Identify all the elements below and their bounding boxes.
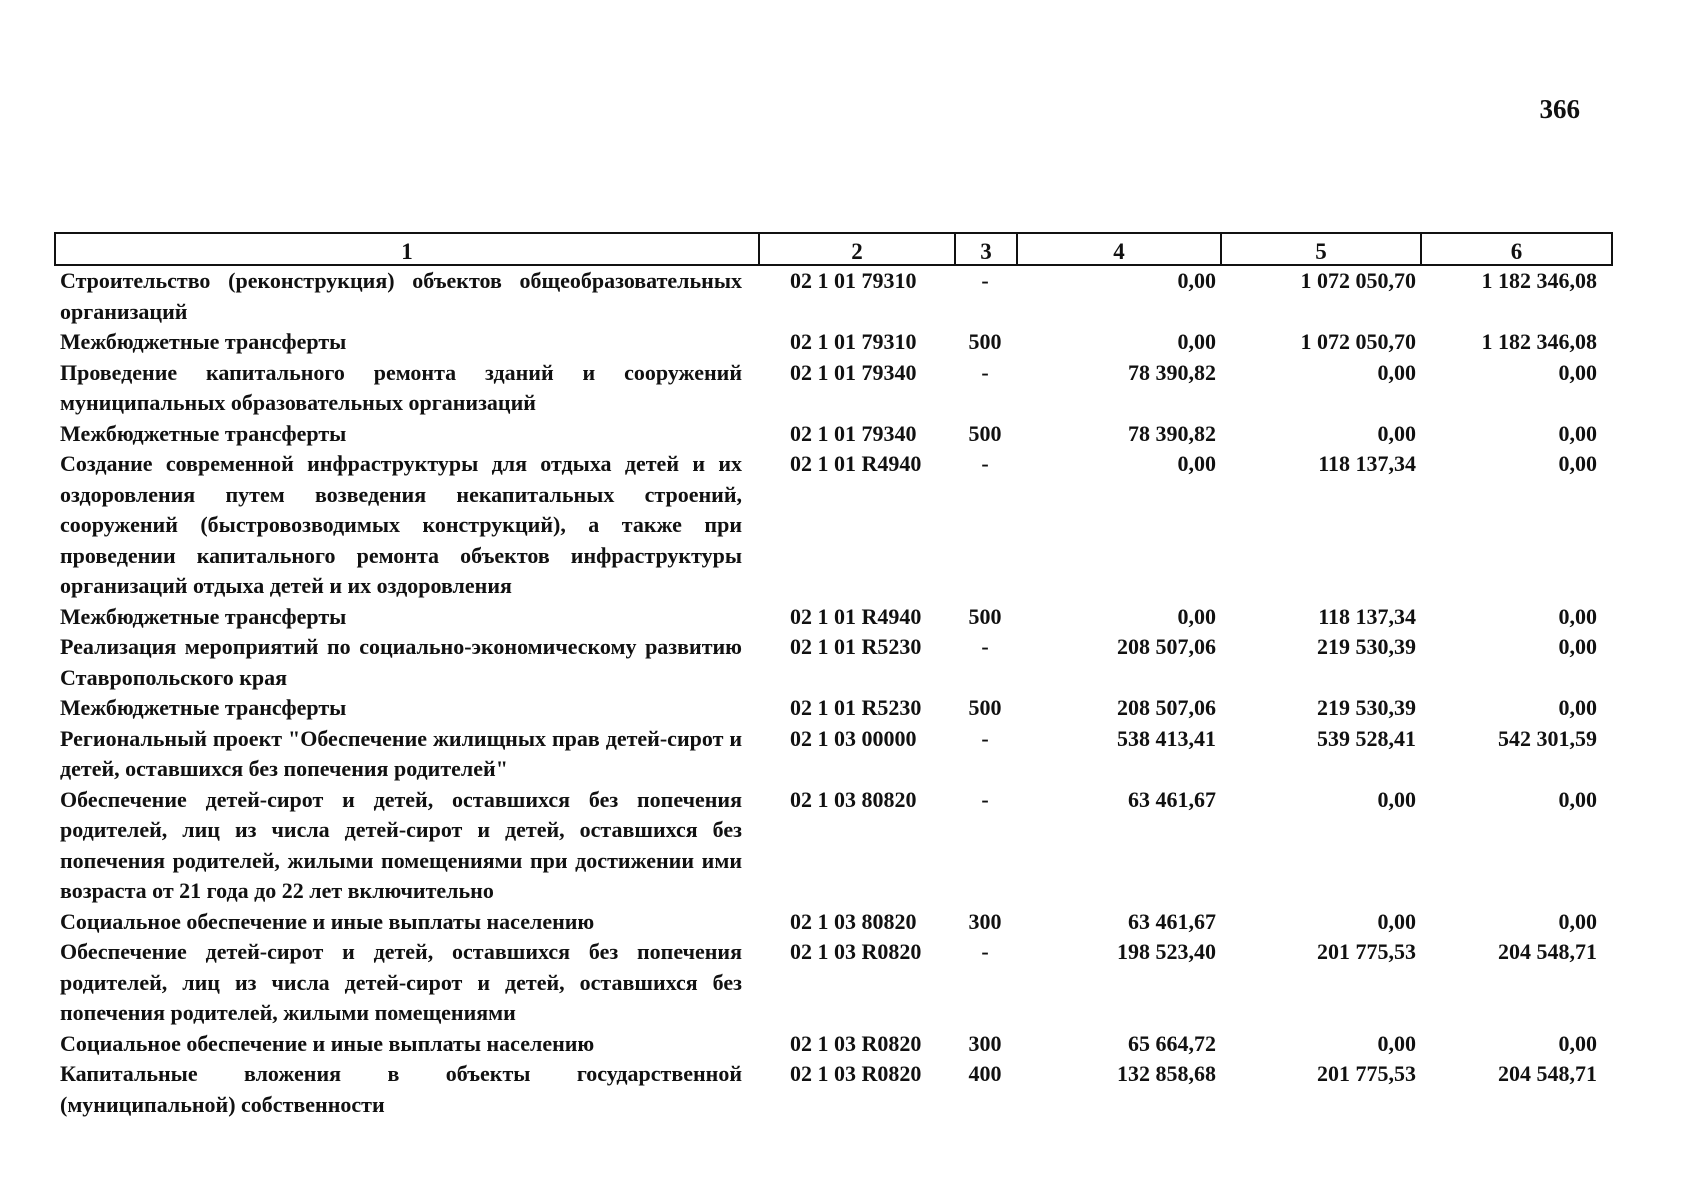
row-code: 02 1 03 80820 — [790, 786, 917, 812]
row-type: 300 — [968, 908, 1002, 934]
row-name: Межбюджетные трансферты — [60, 420, 347, 446]
header-col-6: 6 — [1421, 233, 1612, 265]
row-value-5: 0,00 — [1377, 1030, 1416, 1056]
row-value-4: 78 390,82 — [1128, 359, 1216, 385]
row-value-5: 201 775,53 — [1317, 1061, 1416, 1086]
row-value-6: 0,00 — [1558, 359, 1597, 385]
row-value-6: 1 182 346,08 — [1481, 268, 1597, 293]
row-value-6: 204 548,71 — [1498, 939, 1597, 964]
table-row — [54, 1029, 1611, 1060]
header-col-2: 2 — [759, 233, 955, 265]
table-row — [54, 785, 1611, 907]
table-header — [54, 232, 1613, 266]
row-value-4: 63 461,67 — [1128, 786, 1216, 812]
row-value-5: 1 072 050,70 — [1300, 268, 1416, 293]
row-type: 500 — [968, 603, 1002, 629]
row-name: Социальное обеспечение и иные выплаты населению — [60, 1030, 595, 1056]
row-value-6: 0,00 — [1558, 603, 1597, 629]
row-code: 02 1 03 80820 — [790, 908, 917, 934]
table-row — [54, 419, 1611, 450]
row-name: Обеспечение детей-сирот и детей, оставшихся без попечения родителей, лиц из числа детей-сирот и детей, оставшихся без попечения родителей, жилыми помещениями — [60, 939, 742, 1025]
row-code: 02 1 01 R5230 — [790, 695, 922, 720]
row-type: 400 — [968, 1061, 1002, 1086]
row-value-5: 0,00 — [1377, 908, 1416, 934]
header-col-3: 3 — [955, 233, 1017, 265]
row-type: - — [981, 359, 989, 385]
row-value-6: 204 548,71 — [1498, 1061, 1597, 1086]
row-code: 02 1 03 R0820 — [790, 939, 922, 964]
header-row — [55, 233, 1612, 265]
row-value-4: 538 413,41 — [1117, 725, 1216, 751]
row-name: Межбюджетные трансферты — [60, 329, 347, 354]
row-code: 02 1 01 79310 — [790, 329, 917, 354]
row-type: 500 — [968, 695, 1002, 720]
table-row — [54, 602, 1611, 633]
row-type: 300 — [968, 1030, 1002, 1056]
row-value-5: 118 137,34 — [1318, 451, 1416, 476]
row-type: - — [981, 939, 989, 964]
row-code: 02 1 03 R0820 — [790, 1061, 922, 1086]
table-row — [54, 693, 1611, 724]
row-value-6: 0,00 — [1558, 420, 1597, 446]
row-value-5: 219 530,39 — [1317, 634, 1416, 659]
row-value-5: 0,00 — [1377, 359, 1416, 385]
row-code: 02 1 01 79310 — [790, 268, 917, 293]
row-value-4: 78 390,82 — [1128, 420, 1216, 446]
row-name: Региональный проект "Обеспечение жилищных прав детей-сирот и детей, оставшихся без попечения родителей" — [60, 725, 742, 781]
row-code: 02 1 01 R4940 — [790, 451, 922, 476]
row-name: Социальное обеспечение и иные выплаты населению — [60, 908, 595, 934]
row-type: - — [981, 451, 989, 476]
header-col-5: 5 — [1221, 233, 1421, 265]
row-name: Проведение капитального ремонта зданий и сооружений муниципальных образовательных организаций — [60, 359, 742, 415]
table-row — [54, 266, 1611, 327]
row-value-4: 65 664,72 — [1128, 1030, 1216, 1056]
table-row — [54, 1059, 1611, 1120]
row-name: Обеспечение детей-сирот и детей, оставшихся без попечения родителей, лиц из числа детей-сирот и детей, оставшихся без попечения родителей, жилыми помещениями при достижении ими возраста от 21 года до 22 лет включительно — [60, 786, 742, 903]
row-type: - — [981, 725, 989, 751]
row-value-5: 118 137,34 — [1318, 603, 1416, 629]
row-type: - — [981, 268, 989, 293]
row-value-6: 0,00 — [1558, 695, 1597, 720]
row-code: 02 1 01 79340 — [790, 359, 917, 385]
row-value-4: 208 507,06 — [1117, 634, 1216, 659]
row-value-6: 0,00 — [1558, 908, 1597, 934]
row-type: 500 — [968, 420, 1002, 446]
row-code: 02 1 03 R0820 — [790, 1030, 922, 1056]
row-code: 02 1 01 79340 — [790, 420, 917, 446]
row-code: 02 1 01 R5230 — [790, 634, 922, 659]
page-number: 366 — [1539, 94, 1580, 124]
row-code: 02 1 01 R4940 — [790, 603, 922, 629]
table-row — [54, 937, 1611, 1029]
row-value-4: 208 507,06 — [1117, 695, 1216, 720]
row-value-6: 1 182 346,08 — [1481, 329, 1597, 354]
row-value-4: 63 461,67 — [1128, 908, 1216, 934]
row-name: Создание современной инфраструктуры для отдыха детей и их оздоровления путем возведения некапитальных строений, сооружений (быстровозводимых конструкций), а также при проведении капитального ремонта объектов инфраструктуры организаций отдыха детей и их оздоровления — [60, 451, 742, 598]
row-value-6: 542 301,59 — [1498, 725, 1597, 751]
row-value-5: 0,00 — [1377, 420, 1416, 446]
row-name: Реализация мероприятий по социально-экономическому развитию Ставропольского края — [60, 634, 742, 690]
table-row — [54, 632, 1611, 693]
header-col-4: 4 — [1017, 233, 1221, 265]
table-row — [54, 907, 1611, 938]
row-value-4: 0,00 — [1177, 603, 1216, 629]
row-value-4: 0,00 — [1177, 329, 1216, 354]
row-name: Строительство (реконструкция) объектов общеобразовательных организаций — [60, 268, 742, 324]
row-value-5: 219 530,39 — [1317, 695, 1416, 720]
row-value-6: 0,00 — [1558, 451, 1597, 476]
row-type: 500 — [968, 329, 1002, 354]
table-row — [54, 358, 1611, 419]
row-value-5: 201 775,53 — [1317, 939, 1416, 964]
row-value-5: 0,00 — [1377, 786, 1416, 812]
row-name: Межбюджетные трансферты — [60, 603, 347, 629]
row-value-4: 0,00 — [1177, 268, 1216, 293]
budget-table — [54, 266, 1611, 1120]
row-value-6: 0,00 — [1558, 1030, 1597, 1056]
row-name: Межбюджетные трансферты — [60, 695, 347, 720]
row-value-4: 132 858,68 — [1117, 1061, 1216, 1086]
row-value-4: 0,00 — [1177, 451, 1216, 476]
row-type: - — [981, 786, 989, 812]
table-row — [54, 327, 1611, 358]
row-name: Капитальные вложения в объекты государственной (муниципальной) собственности — [60, 1061, 742, 1117]
row-value-5: 1 072 050,70 — [1300, 329, 1416, 354]
row-value-6: 0,00 — [1558, 634, 1597, 659]
header-col-1: 1 — [55, 233, 759, 265]
row-value-4: 198 523,40 — [1117, 939, 1216, 964]
row-code: 02 1 03 00000 — [790, 725, 917, 751]
row-value-6: 0,00 — [1558, 786, 1597, 812]
table-row — [54, 449, 1611, 602]
row-value-5: 539 528,41 — [1317, 725, 1416, 751]
table-row — [54, 724, 1611, 785]
row-type: - — [981, 634, 989, 659]
